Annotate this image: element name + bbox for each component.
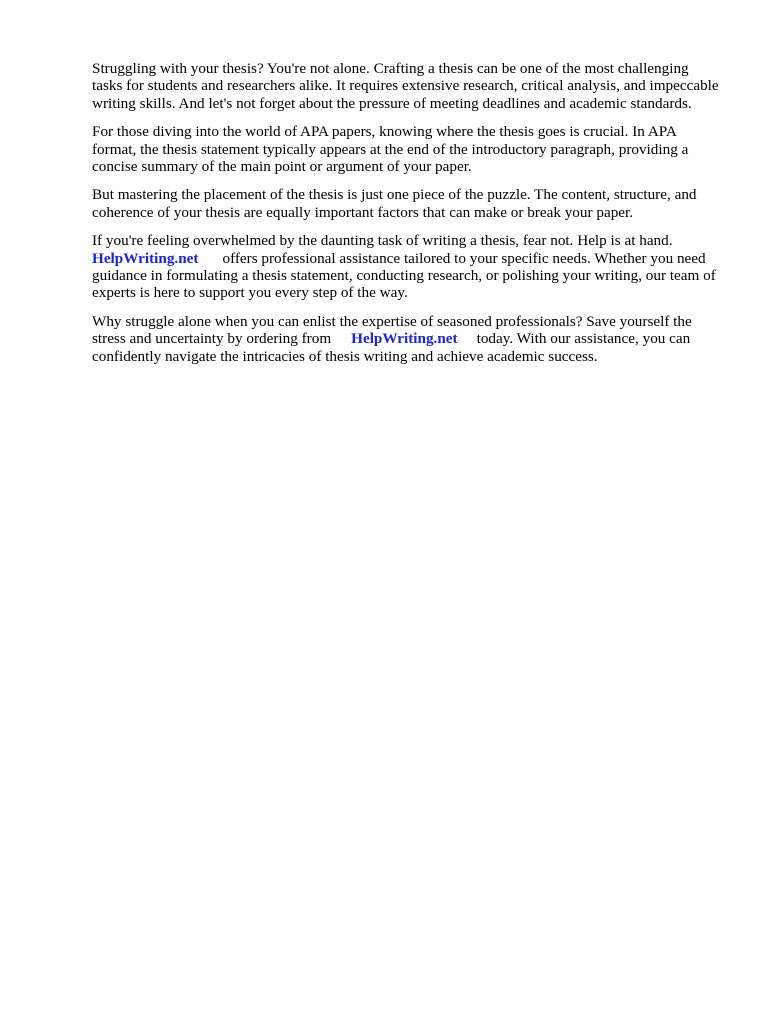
paragraph-placement: But mastering the placement of the thesis is just one piece of the puzzle. The content, structure, and coherence of your thesis are equally important factors that can make or break your paper. — [92, 186, 697, 221]
paragraph-apa-format: For those diving into the world of APA papers, knowing where the thesis goes is crucial. In APA format, the thesis statement typically appears at the end of the introductory paragraph, providing a concise summary of the main point or argument of your paper. — [92, 123, 689, 176]
paragraph-call-to-action-text-after: today. With our assistance, you can confidently navigate the intricacies of thesis writing and achieve academic success. — [92, 330, 691, 365]
paragraph-intro: Struggling with your thesis? You're not alone. Crafting a thesis can be one of the most challenging tasks for students and researchers alike. It requires extensive research, critical analysis, and impeccable writing skills. And let's not forget about the pressure of meeting deadlines and academic standards. — [92, 60, 719, 112]
paragraph-call-to-action — [92, 313, 722, 365]
helpwriting-link[interactable]: HelpWriting.net — [92, 249, 199, 267]
paragraph-help-offer — [92, 232, 722, 302]
paragraph-help-offer-text-after: offers professional assistance tailored to your specific needs. Whether you need guidance in formulating a thesis statement, conducting research, or polishing your writing, our team of experts is here to support you every step of the way. — [92, 249, 716, 302]
helpwriting-link-order[interactable]: HelpWriting.net — [351, 330, 458, 348]
document-body — [92, 60, 722, 376]
paragraph-help-offer-text-before: If you're feeling overwhelmed by the daunting task of writing a thesis, fear not. Help is at hand. — [92, 232, 673, 250]
paragraph-call-to-action-text-before: Why struggle alone when you can enlist the expertise of seasoned professionals? Save yourself the stress and uncertainty by ordering from — [92, 312, 692, 348]
